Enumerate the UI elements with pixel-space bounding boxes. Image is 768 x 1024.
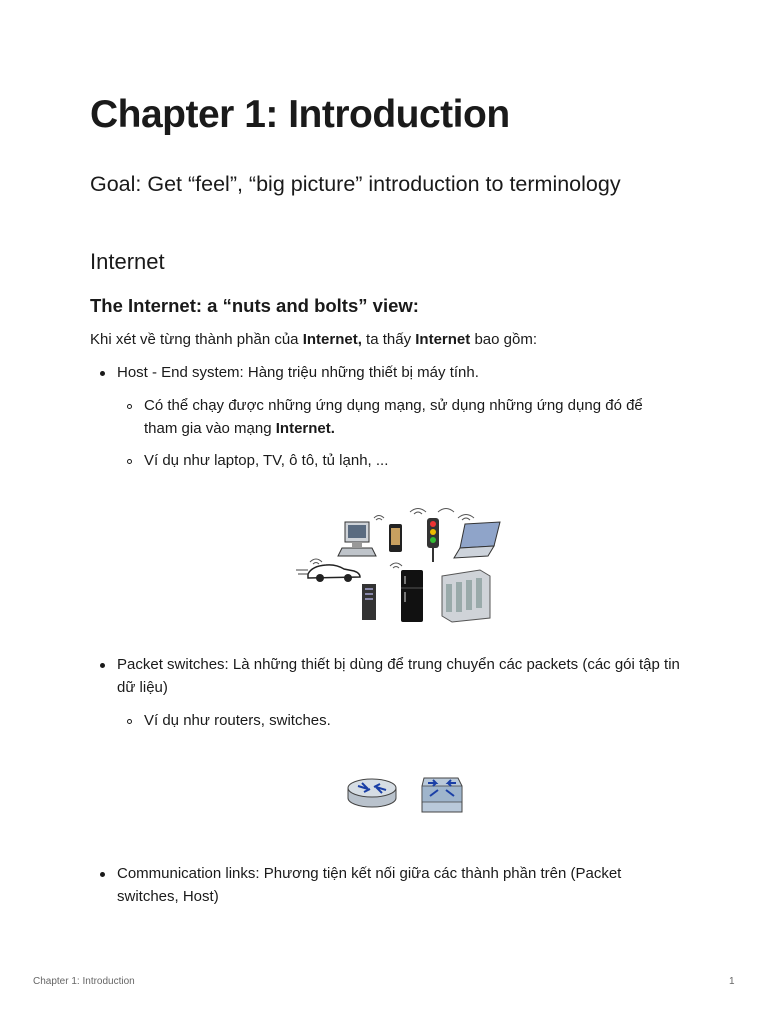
list-item-packet-sub1: Ví dụ như routers, switches.: [144, 712, 331, 729]
bullet-icon: [100, 371, 105, 376]
footer-chapter-title: Chapter 1: Introduction: [33, 976, 135, 987]
server-icon: [362, 584, 376, 620]
circle-bullet-icon: [127, 719, 132, 724]
section-heading-internet: Internet: [90, 249, 165, 274]
list-item-host: Host - End system: Hàng triệu những thiết bị máy tính.: [117, 364, 479, 381]
router-switch-illustration: [344, 774, 464, 814]
smartphone-icon: [374, 516, 402, 553]
switch-icon: [422, 778, 462, 812]
list-item-packet-switches: Packet switches: Là những thiết bị dùng để trung chuyển các packets (các gói tập tin dữ liệu): [117, 656, 680, 696]
bullet-icon: [100, 663, 105, 668]
bullet-icon: [100, 872, 105, 877]
page-title: Chapter 1: Introduction: [90, 93, 510, 136]
laptop-icon: [454, 515, 500, 559]
traffic-light-icon: [410, 509, 454, 563]
car-icon: [296, 559, 360, 582]
list-item-communication-links: Communication links: Phương tiện kết nối giữa các thành phần trên (Packet switches, Host): [117, 865, 622, 905]
footer-page-number: 1: [729, 976, 735, 987]
server-rack-icon: [442, 570, 490, 622]
list-item-host-sub1: Có thể chạy được những ứng dụng mạng, sử dụng những ứng dụng đó để tham gia vào mạng Internet.: [144, 397, 643, 437]
end-systems-illustration: [290, 500, 510, 630]
intro-paragraph: Khi xét về từng thành phần của Internet, ta thấy Internet bao gồm:: [90, 331, 537, 348]
goal-heading: Goal: Get “feel”, “big picture” introduction to terminology: [90, 172, 621, 196]
subsection-heading-nuts-bolts: The Internet: a “nuts and bolts” view:: [90, 295, 419, 316]
desktop-computer-icon: [338, 522, 376, 556]
refrigerator-icon: [390, 563, 423, 622]
list-item-host-sub2: Ví dụ như laptop, TV, ô tô, tủ lạnh, ...: [144, 452, 389, 469]
circle-bullet-icon: [127, 459, 132, 464]
circle-bullet-icon: [127, 404, 132, 409]
router-icon: [348, 779, 396, 807]
